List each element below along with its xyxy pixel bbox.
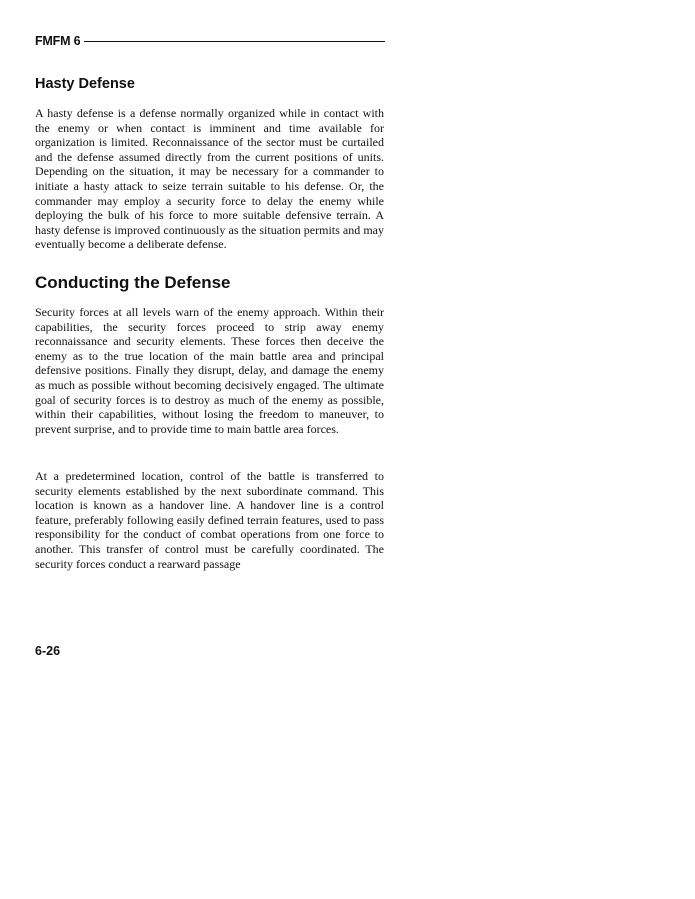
paragraph-security-forces: Security forces at all levels warn of the enemy approach. Within their capabilities, the security forces proceed to strip away enemy reconnaissance and security elements. These forces then deceive the enemy as to the true location of the main battle area and principal defensive positions. Finally they disrupt, delay, and damage the enemy as much as possible without becoming decisively engaged. The ultimate goal of security forces is to destroy as much of the enemy as possible, within their capabilities, without losing the freedom to maneuver, to prevent surprise, and to provide time to main battle area forces.	[35, 305, 384, 436]
heading-conducting-the-defense: Conducting the Defense	[35, 273, 231, 292]
publication-label: FMFM 6	[35, 34, 81, 48]
paragraph-hasty-defense: A hasty defense is a defense normally organized while in contact with the enemy or when contact is imminent and time available for organization is limited. Reconnaissance of the sector must be curtailed and the defense assumed directly from the current positions of units. Depending on the situation, it may be necessary for a commander to initiate a hasty attack to seize terrain suitable to his defense. Or, the commander may employ a security force to delay the enemy while deploying the bulk of his force to more suitable defensive terrain. A hasty defense is improved continuously as the situation permits and may eventually become a deliberate defense.	[35, 106, 384, 252]
paragraph-handover-line: At a predetermined location, control of the battle is transferred to security elements established by the next subordinate command. This location is known as a handover line. A handover line is a control feature, preferably following easily defined terrain features, used to pass responsibility for the conduct of combat operations from one force to another. This transfer of control must be carefully coordinated. The security forces conduct a rearward passage	[35, 469, 384, 571]
running-header	[35, 34, 385, 48]
page-number: 6-26	[35, 644, 61, 658]
heading-hasty-defense: Hasty Defense	[35, 76, 135, 92]
header-rule	[84, 41, 385, 42]
